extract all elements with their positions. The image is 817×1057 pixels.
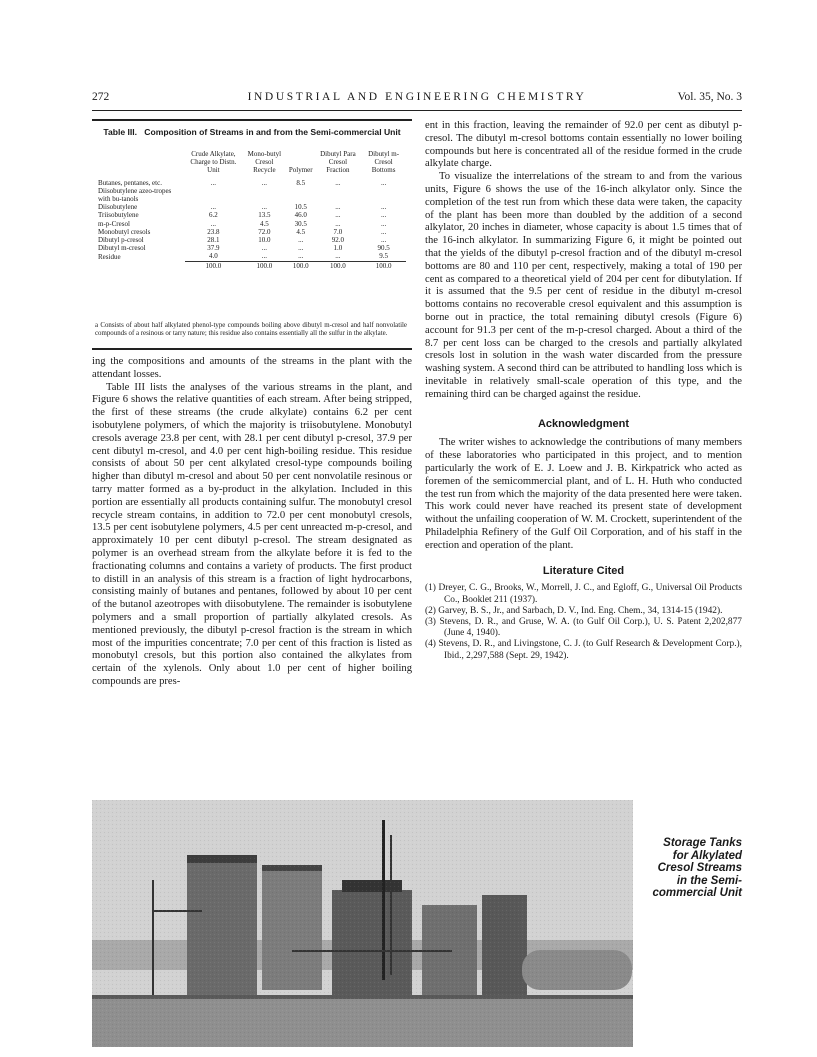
table-cell: ... — [335, 219, 341, 228]
row-label: Dibutyl m-cresol — [98, 244, 146, 253]
acknowledgment-text: The writer wishes to acknowledge the contributions of many members of these laboratories who participated in this project, and to mention particularly the work of E. J. Loew and J. B. Kirkpatrick who acted as foremen of the semicommercial plant, and of L. H. Huth who conducted the test run from which the majority of the data presented here were taken. This work could never have reached its present state of development without the unfailing cooperation of W. M. Crockett, superintendent of the Philadelphia Refinery of the Gulf Oil Corporation, and of his staff in the erection and operation of the plant. — [425, 437, 742, 551]
table-cell: ... — [210, 219, 217, 228]
row-label: Butanes, pentanes, etc. — [98, 178, 162, 187]
table-cell: ... — [210, 203, 217, 212]
page-number: 272 — [92, 91, 110, 103]
table-row — [96, 211, 406, 219]
table-cell: ... — [261, 252, 267, 261]
table-cell: ... — [335, 178, 341, 187]
table-cell: 23.8 — [207, 227, 220, 236]
row-label: Diisobutylene azeo-tropes with bu-tanols — [98, 186, 172, 204]
table-footnote: a Consists of about half alkylated phenol-type compounds boiling above dibutyl m-cresol and half nonvolatile compounds of a resinous or tarry nature; this residue also contains essentially all the sulfur in the alkylate. — [95, 322, 407, 338]
total-cell: 100.0 — [361, 261, 406, 270]
table-row — [96, 179, 406, 187]
table-cell: ... — [298, 252, 304, 261]
total-cell: 100.0 — [242, 261, 287, 270]
table-cell: ... — [335, 203, 341, 212]
col-header: Mono-butyl Cresol Recycle — [247, 150, 282, 175]
total-cell: 100.0 — [185, 261, 242, 270]
storage-tanks-photo — [92, 800, 633, 1047]
table-row — [96, 220, 406, 228]
header-rule — [92, 110, 742, 111]
right-column — [425, 120, 742, 662]
table-cell: 72.0 — [258, 227, 271, 236]
table-cell: 4.5 — [259, 219, 269, 228]
table-cell: ... — [261, 178, 267, 187]
reference-item: (1) Dreyer, C. G., Brooks, W., Morrell, J. C., and Egloff, G., Universal Oil Products Co., Booklet 211 (1937). — [425, 583, 742, 605]
table-cell: ... — [261, 203, 267, 212]
table-caption — [92, 127, 412, 138]
table-cell: 90.5 — [377, 244, 390, 253]
reference-list — [425, 583, 742, 661]
table-cell: ... — [380, 219, 387, 228]
table-cell: ... — [298, 244, 304, 253]
journal-title: INDUSTRIAL AND ENGINEERING CHEMISTRY — [247, 91, 587, 103]
body-paragraph: Table III lists the analyses of the various streams in the plant, and Figure 6 shows the relative quantities of each stream. After being stripped, the first of these streams (the crude alkylate) contains 6.2 per cent isobutylene polymers, of which the majority is triisobutylene. Monobutyl cresols average 23.8 per cent, with 28.1 per cent dibutyl p-cresol, 37.9 per cent dibutyl m-cresol, and 4.0 per cent high-boiling residue. This residue consists of about 50 per cent alkylated cresol-type compounds boiling higher than dibutyl m-cresol and about 50 per cent nonvolatile resinous or tarry matter formed as a by-product in the alkylation. Included in this portion are essentially all products containing sulfur. The monobutyl cresol recycle stream contains, in addition to 72.0 per cent monobutyl cresols, 13.5 per cent isobutylene polymers, 4.5 per cent unreacted m-p-cresol, and approximately 10 per cent dibutyl p-cresol. The stream designated as polymer is an overhead stream from the alkylate before it is fed to the fractionating columns and contains a variety of products. The first product to distill in an analysis of this stream is a fraction of light hydrocarbons, consisting mainly of butanes and pentanes, followed by about 10 per cent of the butanol azeotropes with diisobutylene. The remainder is isobutylene polymers and a small proportion of partially alkylated cresols. As mentioned previously, the dibutyl p-cresol fraction is the stream in which most of the impurities concentrate; 7.0 per cent of this fraction is listed as monobutyl cresols, but this portion also contained the alkylates from certain of the xylenols. Only about 1.0 per cent of higher boiling compounds are pres- — [92, 381, 412, 687]
table-cell: ... — [261, 244, 267, 253]
volume-info: Vol. 35, No. 3 — [677, 91, 742, 103]
table-cell: 4.5 — [296, 227, 306, 236]
total-cell: 100.0 — [315, 261, 362, 270]
table-cell: ... — [380, 211, 387, 220]
row-label: Dibutyl p-cresol — [98, 236, 144, 245]
row-label: Diisobutylene — [98, 203, 138, 212]
body-paragraph: To visualize the interrelations of the stream to and from the various units, Figure 6 shows the use of the 16-inch alkylator only. Since the completion of the test run from which these data were taken, the capacity of the plant has been more than doubled by the addition of a second alkylator, 20 inches in diameter, whose capacity is about 1.5 times that of the 16-inch alkylator. In summarizing Figure 6, it might be pointed out that the yields of the dibutyl p-cresol fraction and of the dibutyl m-cresol bottoms are 80 and 110 per cent, respectively, making a total of 190 per cent as compared to a theoretical yield of 204 per cent for dibutylation. If it is assumed that the 9.5 per cent of residue in the dibutyl m-cresol bottoms contains no recoverable cresol equivalent and this assumption is borne out in practice, the total remaining dibutyl cresols (Figure 6) account for 91.3 per cent of the m-p-cresol charged. About a third of the 8.7 per cent loss can be charged to the cresols and partially alkylated cresols lost in solution in the wash water discarded from the pressure washing system. A second third can be attributed to handling loss which is inevitable in relatively small-scale operation of this type, and the remaining third can be charged against the residue. — [425, 171, 742, 400]
table-bottom-rule — [92, 348, 412, 350]
table-cell: 30.5 — [294, 219, 307, 228]
table-row — [96, 236, 406, 244]
table-cell: 10.0 — [258, 236, 271, 245]
table-top-rule — [92, 119, 412, 121]
table-cell: 6.2 — [209, 211, 218, 220]
table-cell: ... — [380, 203, 387, 212]
table-row — [96, 244, 406, 252]
table-cell — [287, 187, 315, 203]
col-header: Polymer — [288, 166, 313, 175]
table-cell: ... — [298, 236, 304, 245]
body-paragraph: ing the compositions and amounts of the streams in the plant with the attendant losses. — [92, 356, 412, 380]
table-cell: 13.5 — [258, 211, 271, 220]
table-row — [96, 187, 406, 203]
table-cell: ... — [210, 178, 217, 187]
photo-illustration — [92, 800, 633, 1047]
table-cell: 4.0 — [209, 252, 218, 261]
table-cell: 8.5 — [296, 178, 306, 187]
table-cell — [361, 187, 406, 203]
left-column — [92, 356, 412, 689]
table-cell — [315, 187, 362, 203]
body-paragraph: ent in this fraction, leaving the remainder of 92.0 per cent as dibutyl p-cresol. The dibutyl m-cresol bottoms contain essentially no lower boiling compounds but here is concentrated all of the residue formed in the crude alkylate charge. — [425, 120, 742, 170]
table-cell: ... — [335, 252, 341, 261]
col-header: Dibutyl Para Cresol Fraction — [320, 150, 356, 175]
table-header-row — [96, 150, 406, 175]
table-cell: 7.0 — [333, 227, 343, 236]
table-row — [96, 228, 406, 236]
table-caption-label: Table III. — [103, 127, 138, 137]
table-corner — [96, 150, 185, 175]
table-cell — [242, 187, 287, 203]
table-cell: 37.9 — [207, 244, 220, 253]
col-header: Crude Alkylate, Charge to Distn. Unit — [190, 150, 237, 175]
running-header — [92, 91, 742, 107]
table-cell: ... — [380, 178, 387, 187]
table-row — [96, 203, 406, 211]
total-label — [96, 261, 185, 270]
table-total-row — [96, 261, 406, 270]
literature-heading: Literature Cited — [542, 564, 625, 577]
row-label: Monobutyl cresols — [98, 227, 151, 236]
table-row — [96, 252, 406, 261]
composition-table — [96, 150, 406, 270]
table-cell: 28.1 — [207, 236, 220, 245]
reference-item: (4) Stevens, D. R., and Livingstone, C. J. (to Gulf Research & Development Corp.), Ibid., 2,297,588 (Sept. 29, 1942). — [425, 639, 742, 661]
col-header: Dibutyl m-Cresol Bottoms — [368, 150, 400, 175]
table-cell: ... — [380, 236, 387, 245]
table-cell — [185, 187, 242, 203]
table-caption-text: Composition of Streams in and from the Semi-commercial Unit — [144, 127, 401, 137]
reference-item: (2) Garvey, B. S., Jr., and Sarbach, D. V., Ind. Eng. Chem., 34, 1314-15 (1942). — [425, 605, 723, 616]
table-cell: 46.0 — [294, 211, 307, 220]
row-label: m-p-Cresol — [98, 219, 130, 228]
photo-caption: Storage Tanks for Alkylated Cresol Streams in the Semi-commercial Unit — [652, 837, 742, 899]
row-label: Residue — [98, 252, 121, 261]
table-cell: 1.0 — [333, 244, 343, 253]
table-cell: 10.5 — [294, 203, 307, 212]
table-cell: 9.5 — [379, 252, 388, 261]
row-label: Triisobutylene — [98, 211, 139, 220]
table-cell: ... — [380, 227, 387, 236]
total-cell: 100.0 — [287, 261, 315, 270]
acknowledgment-heading: Acknowledgment — [537, 417, 630, 430]
reference-item: (3) Stevens, D. R., and Gruse, W. A. (to Gulf Oil Corp.), U. S. Patent 2,202,877 (June 4, 1940). — [425, 616, 742, 639]
table-cell: ... — [335, 211, 341, 220]
table-cell: 92.0 — [331, 236, 345, 245]
